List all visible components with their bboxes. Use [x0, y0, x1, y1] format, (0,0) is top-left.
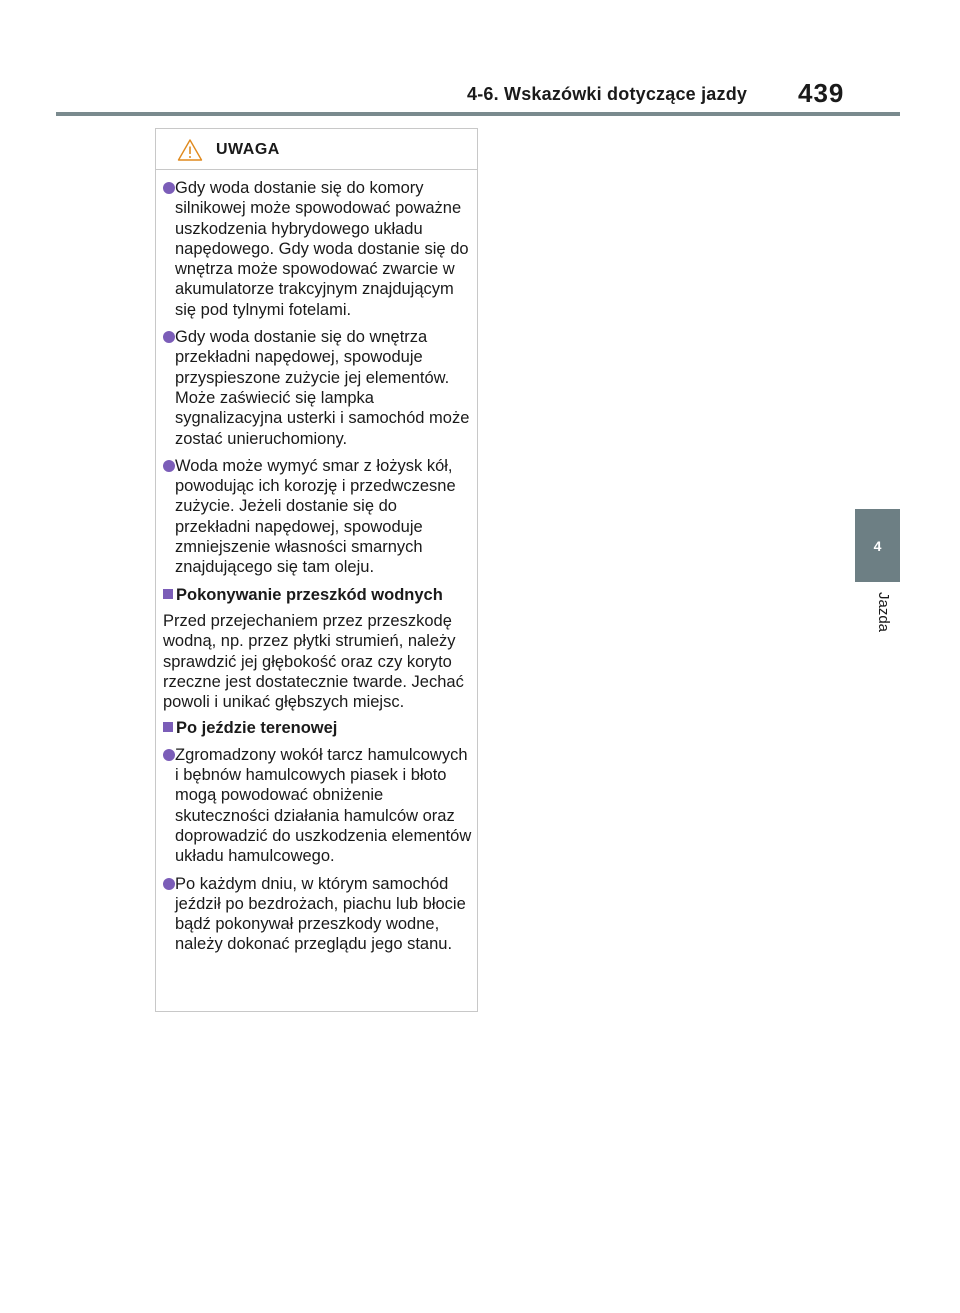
list-item [163, 745, 475, 867]
section-title: 4-6. Wskazówki dotyczące jazdy [467, 84, 748, 104]
warning-triangle-icon [177, 138, 203, 162]
bullet-icon [163, 749, 175, 761]
list-item-text: Woda może wymyć smar z łożysk kół, powodując ich korozję i przedwczesne zużycie. Jeżeli dostanie się do przekładni napędowej, spowoduje zmniejszenie własności smarnych znajdującego się tam oleju. [175, 456, 456, 577]
warning-box [155, 128, 478, 1012]
list-item-text: Po każdym dniu, w którym samochód jeździł po bezdrożach, piachu lub błocie bądź pokonywał przeszkody wodne, należy dokonać przeglądu jego stanu. [175, 874, 466, 954]
page-number: 439 [798, 78, 845, 108]
subsection-title [163, 585, 475, 605]
list-item-text: Zgromadzony wokół tarcz hamulcowych i bębnów hamulcowych piasek i błoto mogą powodować obniżenie skuteczności działania hamulców oraz doprowadzić do uszkodzenia elementów układu hamulcowego. [175, 745, 472, 866]
bullet-icon [163, 460, 175, 472]
list-item [163, 456, 475, 578]
chapter-tab-label: Jazda [875, 592, 892, 633]
bullet-icon [163, 878, 175, 890]
warning-title: UWAGA [216, 141, 280, 158]
subsection-title-text: Po jeździe terenowej [176, 719, 338, 738]
list-item [163, 178, 475, 320]
list-item [163, 874, 475, 955]
square-bullet-icon [163, 722, 173, 732]
list-item [163, 327, 475, 449]
list-item-text: Gdy woda dostanie się do komory silnikowej może spowodować poważne uszkodzenia hybrydowego układu napędowego. Gdy woda dostanie się do wnętrza może spowodować zwarcie w akumulatorze trakcyjnym znajdującym się pod tylnymi fotelami. [175, 179, 469, 319]
square-bullet-icon [163, 589, 173, 599]
warning-body [163, 178, 475, 962]
list-item-text: Gdy woda dostanie się do wnętrza przekładni napędowej, spowoduje przyspieszone zużycie jej elementów. Może zaświecić się lampka sygnalizacyjna usterki i samochód może zostać unieruchomiony. [175, 328, 470, 448]
paragraph: Przed przejechaniem przez przeszkodę wodną, np. przez płytki strumień, należy sprawdzić jej głębokość oraz czy koryto rzeczne jest dostatecznie twarde. Jechać powoli i unikać głębszych miejsc. [163, 611, 464, 712]
bullet-icon [163, 182, 175, 194]
warning-header [156, 129, 477, 170]
subsection-title [163, 718, 475, 738]
chapter-tab[interactable] [855, 509, 900, 582]
chapter-tab-number: 4 [873, 537, 882, 554]
subsection-title-text: Pokonywanie przeszkód wodnych [176, 585, 443, 604]
header-rule [56, 112, 900, 116]
bullet-icon [163, 331, 175, 343]
